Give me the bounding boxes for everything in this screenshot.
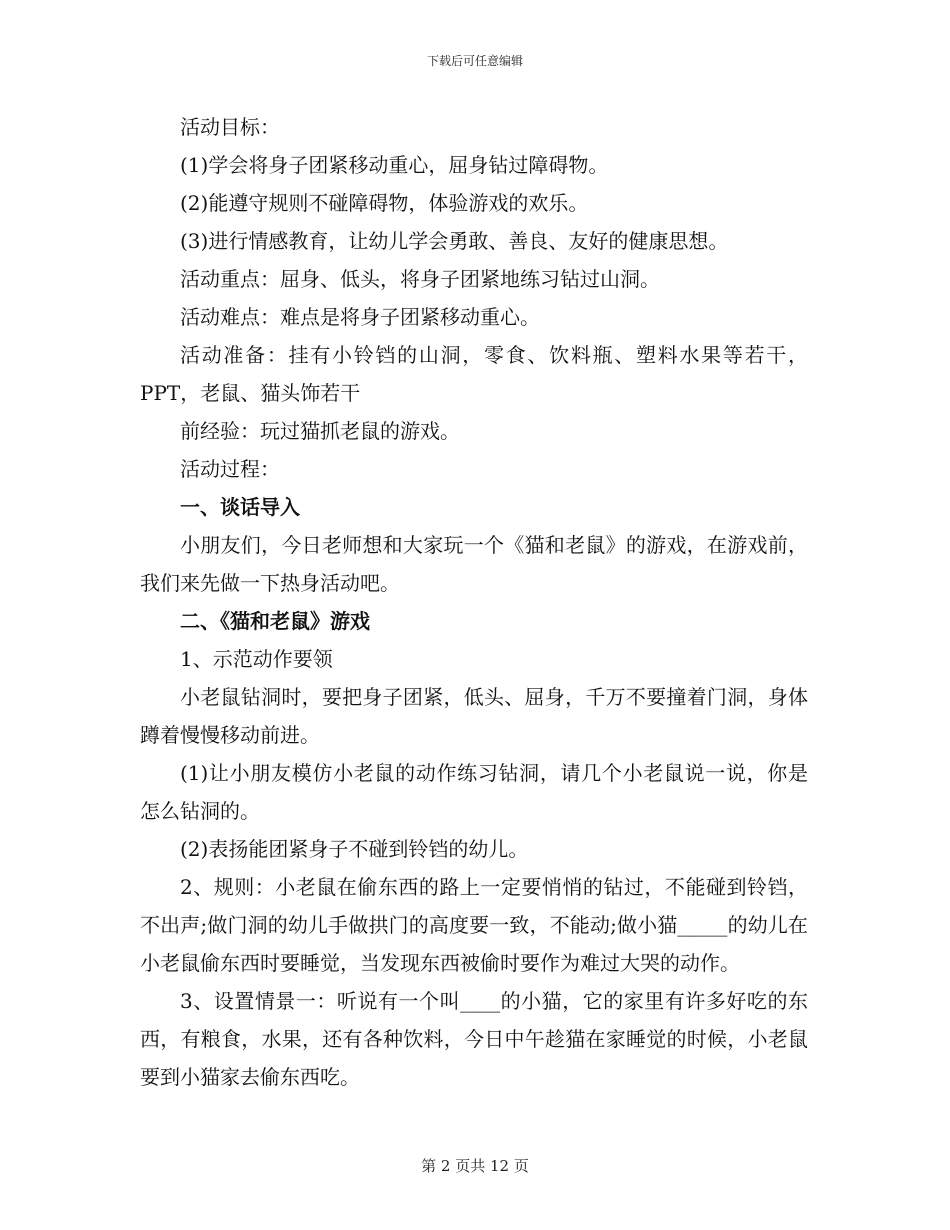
intro-paragraph: 小朋友们，今日老师想和大家玩一个《猫和老鼠》的游戏，在游戏前，我们来先做一下热身活动吧。 <box>140 533 808 595</box>
demo-paragraph: 小老鼠钻洞时，要把身子团紧，低头、屈身，千万不要撞着门洞，身体蹲着慢慢移动前进。 <box>140 685 808 747</box>
section-label-goals: 活动目标： <box>180 115 280 139</box>
goal-item-1: (1)学会将身子团紧移动重心，屈身钻过障碍物。 <box>180 153 609 177</box>
prior-experience: 前经验：玩过猫抓老鼠的游戏。 <box>180 419 460 443</box>
document-body <box>140 108 808 1096</box>
scenario-paragraph: 3、设置情景一：听说有一个叫____的小猫，它的家里有许多好吃的东西，有粮食，水果，还有各种饮料，今日中午趁猫在家睡觉的时候，小老鼠要到小猫家去偷东西吃。 <box>140 989 808 1089</box>
page-number: 第 2 页共 12 页 <box>421 1157 529 1175</box>
activity-difficulty: 活动难点：难点是将身子团紧移动重心。 <box>180 305 540 329</box>
subheading-demo: 1、示范动作要领 <box>180 647 333 671</box>
goal-item-2: (2)能遵守规则不碰障碍物，体验游戏的欢乐。 <box>180 191 589 215</box>
activity-focus: 活动重点：屈身、低头，将身子团紧地练习钻过山洞。 <box>180 267 660 291</box>
activity-preparation: 活动准备：挂有小铃铛的山洞，零食、饮料瓶、塑料水果等若干，PPT，老鼠、猫头饰若干 <box>140 343 808 405</box>
demo-step-2: (2)表扬能团紧身子不碰到铃铛的幼儿。 <box>180 837 529 861</box>
heading-intro: 一、谈话导入 <box>180 495 300 519</box>
section-label-process: 活动过程： <box>180 457 280 481</box>
goal-item-3: (3)进行情感教育，让幼儿学会勇敢、善良、友好的健康思想。 <box>180 229 729 253</box>
heading-game: 二、《猫和老鼠》游戏 <box>180 609 370 633</box>
page-header: 下载后可任意编辑 <box>426 54 523 68</box>
demo-step-1: (1)让小朋友模仿小老鼠的动作练习钻洞，请几个小老鼠说一说，你是怎么钻洞的。 <box>140 761 808 823</box>
rules-paragraph: 2、规则：小老鼠在偷东西的路上一定要悄悄的钻过，不能碰到铃铛，不出声;做门洞的幼儿手做拱门的高度要一致，不能动;做小猫_____的幼儿在小老鼠偷东西时要睡觉，当发现东西被偷时要作为难过大哭的动作。 <box>140 875 808 975</box>
